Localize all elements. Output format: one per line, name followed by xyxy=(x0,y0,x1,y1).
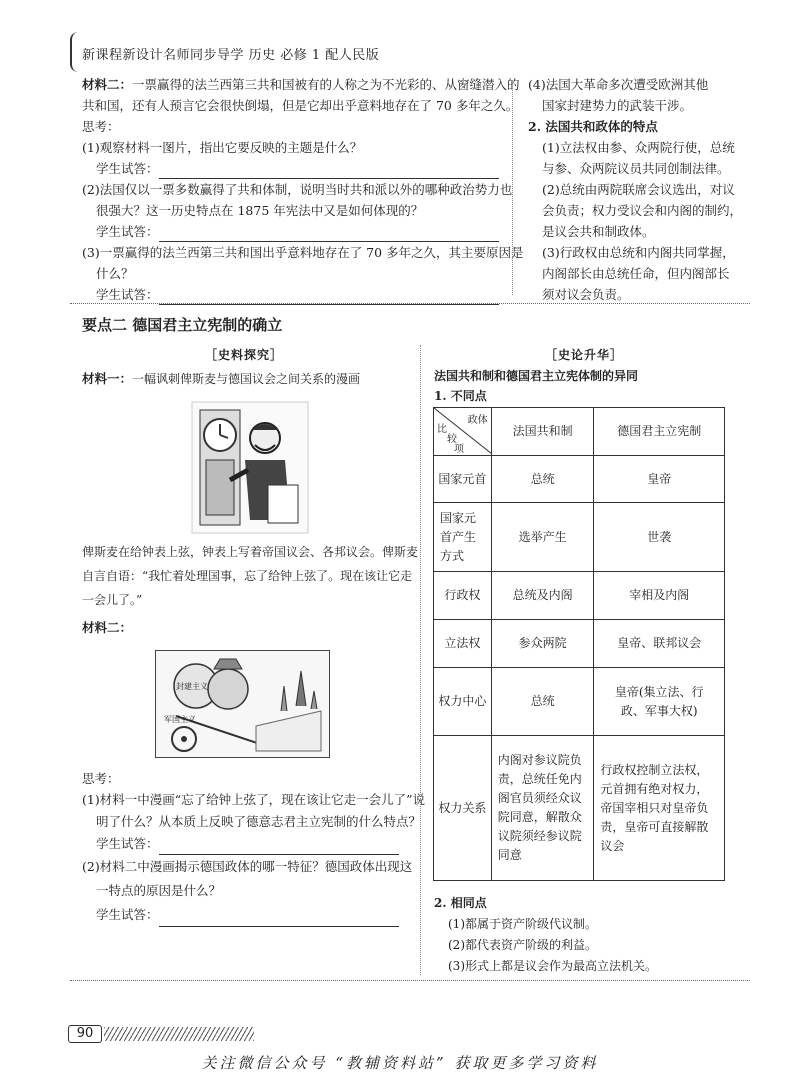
table-row xyxy=(434,503,725,572)
point-4-line2: 国家封建势力的武装干涉。 xyxy=(542,98,693,113)
feature-2-line2: 会负责；权力受议会和内阁的制约， xyxy=(542,203,743,218)
row-germany: 世袭 xyxy=(594,503,725,572)
attempt-label: 学生试答： xyxy=(96,836,159,851)
heading-features: 2. 法国共和政体的特点 xyxy=(528,119,658,134)
question-3-line2: 什么？ xyxy=(96,266,134,281)
page-number: 90 xyxy=(68,1025,102,1043)
feature-3-line1: (3)行政权由总统和内阁共同掌握， xyxy=(542,245,735,260)
corner-mid2-label: 较 xyxy=(447,434,457,445)
heading-similarities: 2. 相同点 xyxy=(434,896,487,910)
similarity-1: (1)都属于资产阶级代议制。 xyxy=(448,917,597,931)
feature-2-line1: (2)总统由两院联席会议选出，对议 xyxy=(542,182,735,197)
question-2-line1: (2)法国仅以一票多数赢得了共和体制，说明当时共和派以外的哪种政治势力也 xyxy=(82,182,513,197)
corner-mid-label: 比 xyxy=(437,424,447,435)
material-2-label: 材料二： xyxy=(82,77,133,92)
bismarck-clock-cartoon xyxy=(190,400,310,535)
row-france: 总统 xyxy=(491,668,594,736)
feature-2-line3: 是议会共和制政体。 xyxy=(542,224,655,239)
table-row xyxy=(434,736,725,881)
corner-cell xyxy=(434,408,492,456)
corner-top-label: 政体 xyxy=(467,415,488,426)
material-2-line2: 共和国，还有人预言它会很快倒塌，但是它却出乎意料地存在了 70 多年之久。 xyxy=(82,98,519,113)
row-germany: 皇帝、联邦议会 xyxy=(594,620,725,668)
bottom-divider xyxy=(70,980,750,981)
table-row xyxy=(434,620,725,668)
row-france: 选举产生 xyxy=(491,503,594,572)
row-france: 总统 xyxy=(491,456,594,503)
running-header: 新课程新设计名师同步导学 历史 必修 1 配人民版 xyxy=(82,48,380,63)
label-militarism: 军国主义 xyxy=(164,715,196,724)
page-number-hatch xyxy=(104,1027,254,1041)
row-item: 立法权 xyxy=(434,620,492,668)
attempt-label: 学生试答： xyxy=(96,907,159,922)
question-2-2-line1: (2)材料二中漫画揭示德国政体的哪一特征？德国政体出现这 xyxy=(82,859,413,874)
table-header-row xyxy=(434,408,725,456)
column-divider-bottom xyxy=(420,345,421,975)
section-divider xyxy=(70,303,750,304)
answer-line-4[interactable] xyxy=(159,841,399,855)
feature-1-line2: 与参、众两院议员共同创制法律。 xyxy=(542,161,730,176)
question-2-1-line2: 明了什么？从本质上反映了德意志君主立宪制的什么特点？ xyxy=(96,814,422,829)
box-title-source-inquiry: ［史料探究］ xyxy=(205,348,284,362)
caption-line3: 一会儿了。” xyxy=(82,593,143,607)
material-1-desc: 一幅讽刺俾斯麦与德国议会之间关系的漫画 xyxy=(132,372,361,386)
question-2-1-line1: (1)材料一中漫画“忘了给钟上弦了，现在该让它走一会儿了”说 xyxy=(82,792,425,807)
cartoon-drawing xyxy=(156,651,329,757)
row-germany: 皇帝 xyxy=(594,456,725,503)
header-bracket xyxy=(70,32,80,72)
section-title: 要点二 德国君主立宪制的确立 xyxy=(82,316,283,334)
feudalism-militarism-cartoon xyxy=(155,650,330,758)
feature-3-line3: 须对议会负责。 xyxy=(542,287,630,302)
row-item: 权力中心 xyxy=(434,668,492,736)
column-divider-top xyxy=(512,80,513,295)
table-title: 法国共和制和德国君主立宪体制的异同 xyxy=(434,369,639,383)
row-item: 国家元首产生方式 xyxy=(434,503,492,572)
footer-promo: 关注微信公众号 “教辅资料站” 获取更多学习资料 xyxy=(201,1054,599,1072)
col-header-germany: 德国君主立宪制 xyxy=(594,408,725,456)
row-france: 参众两院 xyxy=(491,620,594,668)
material-1-label: 材料一： xyxy=(82,371,133,386)
table-row xyxy=(434,572,725,620)
caption-line2: 自言自语：“我忙着处理国事，忘了给钟上弦了。现在该让它走 xyxy=(82,569,413,583)
row-france: 总统及内阁 xyxy=(491,572,594,620)
row-item: 国家元首 xyxy=(434,456,492,503)
corner-bottom-label: 项 xyxy=(454,444,464,455)
row-item: 行政权 xyxy=(434,572,492,620)
col-header-france: 法国共和制 xyxy=(491,408,594,456)
attempt-label: 学生试答： xyxy=(96,224,159,239)
question-1: (1)观察材料一图片，指出它要反映的主题是什么？ xyxy=(82,140,363,155)
point-4-line1: (4)法国大革命多次遭受欧洲其他 xyxy=(528,77,709,92)
question-2-2-line2: 一特点的原因是什么？ xyxy=(96,883,222,898)
attempt-label: 学生试答： xyxy=(96,287,159,302)
heading-differences: 1. 不同点 xyxy=(434,389,487,403)
answer-line-5[interactable] xyxy=(159,913,399,927)
material-2-line1: 一票赢得的法兰西第三共和国被有的人称之为不光彩的、从窗缝潜入的 xyxy=(132,77,520,92)
attempt-label: 学生试答： xyxy=(96,161,159,176)
row-germany: 皇帝(集立法、行政、军事大权) xyxy=(594,668,725,736)
row-item: 权力关系 xyxy=(434,736,492,881)
caption-line1: 俾斯麦在给钟表上弦，钟表上写着帝国议会、各邦议会。俾斯麦 xyxy=(82,545,419,559)
question-3-line1: (3)一票赢得的法兰西第三共和国出乎意料地存在了 70 多年之久，其主要原因是 xyxy=(82,245,524,260)
table-row xyxy=(434,456,725,503)
row-france: 内阁对参议院负责，总统任免内阁官员须经众议院同意，解散众议院须经参议院同意 xyxy=(491,736,594,881)
top-left-block xyxy=(82,74,524,305)
answer-line-1[interactable] xyxy=(159,165,499,179)
answer-line-2[interactable] xyxy=(159,228,499,242)
material-2b-label: 材料二： xyxy=(82,620,133,635)
row-germany: 行政权控制立法权，元首拥有绝对权力，帝国宰相只对皇帝负责，皇帝可直接解散议会 xyxy=(594,736,725,881)
comparison-table xyxy=(433,407,725,881)
think-label-2: 思考： xyxy=(82,771,120,786)
row-germany: 宰相及内阁 xyxy=(594,572,725,620)
feature-1-line1: (1)立法权由参、众两院行使，总统 xyxy=(542,140,735,155)
think-label: 思考： xyxy=(82,119,120,134)
question-2-line2: 很强大？这一历史特点在 1875 年宪法中又是如何体现的？ xyxy=(96,203,424,218)
similarity-2: (2)都代表资产阶级的利益。 xyxy=(448,938,597,952)
top-right-block xyxy=(528,74,743,305)
box-title-theory: ［史论升华］ xyxy=(545,348,624,362)
table-row xyxy=(434,668,725,736)
similarity-3: (3)形式上都是议会作为最高立法机关。 xyxy=(448,959,657,973)
feature-3-line2: 内阁部长由总统任命，但内阁部长 xyxy=(542,266,730,281)
label-feudalism: 封建主义 xyxy=(176,682,208,691)
